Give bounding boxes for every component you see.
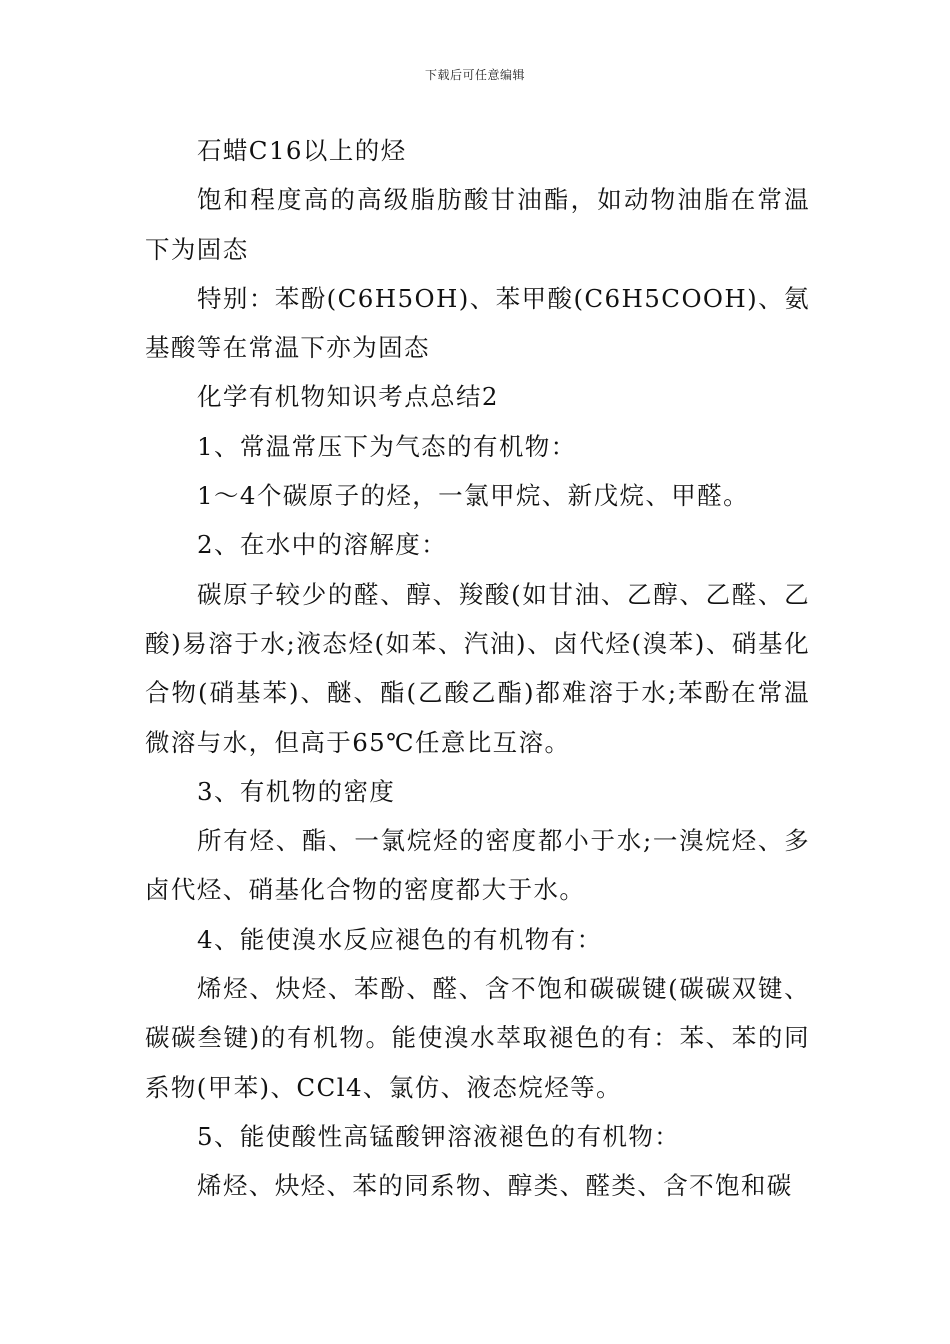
heading-1: 1、常温常压下为气态的有机物：	[197, 431, 577, 461]
heading-2: 2、在水中的溶解度：	[197, 530, 448, 560]
document-body	[145, 126, 810, 1211]
paragraph-gaseous: 1～4个碳原子的烃，一氯甲烷、新戊烷、甲醛。	[197, 481, 749, 511]
paragraph-bromine: 烯烃、炔烃、苯酚、醛、含不饱和碳碳键(碳碳双键、碳碳叁键)的有机物。能使溴水萃取褪色的有：苯、苯的同系物(甲苯)、CCl4、氯仿、液态烷烃等。	[145, 974, 810, 1102]
page-header: 下载后可任意编辑	[424, 68, 525, 82]
heading-3: 3、有机物的密度	[197, 776, 396, 806]
heading-4: 4、能使溴水反应褪色的有机物有：	[197, 924, 603, 954]
paragraph-special: 特别：苯酚(C6H5OH)、苯甲酸(C6H5COOH)、氨基酸等在常温下亦为固态	[145, 283, 810, 363]
paragraph-permanganate: 烯烃、炔烃、苯的同系物、醇类、醛类、含不饱和碳	[197, 1171, 793, 1201]
paragraph-density: 所有烃、酯、一氯烷烃的密度都小于水;一溴烷烃、多卤代烃、硝基化合物的密度都大于水。	[145, 826, 810, 905]
paragraph-paraffin: 石蜡C16以上的烃	[197, 136, 407, 165]
paragraph-solubility: 碳原子较少的醛、醇、羧酸(如甘油、乙醇、乙醛、乙酸)易溶于水;液态烃(如苯、汽油)、卤代烃(溴苯)、硝基化合物(硝基苯)、醚、酯(乙酸乙酯)都难溶于水;苯酚在常温微溶与水，但高于65℃任意比互溶。	[145, 579, 810, 757]
heading-5: 5、能使酸性高锰酸钾溶液褪色的有机物：	[197, 1121, 681, 1151]
section-title: 化学有机物知识考点总结2	[197, 382, 499, 412]
paragraph-fats: 饱和程度高的高级脂肪酸甘油酯，如动物油脂在常温下为固态	[145, 185, 810, 264]
